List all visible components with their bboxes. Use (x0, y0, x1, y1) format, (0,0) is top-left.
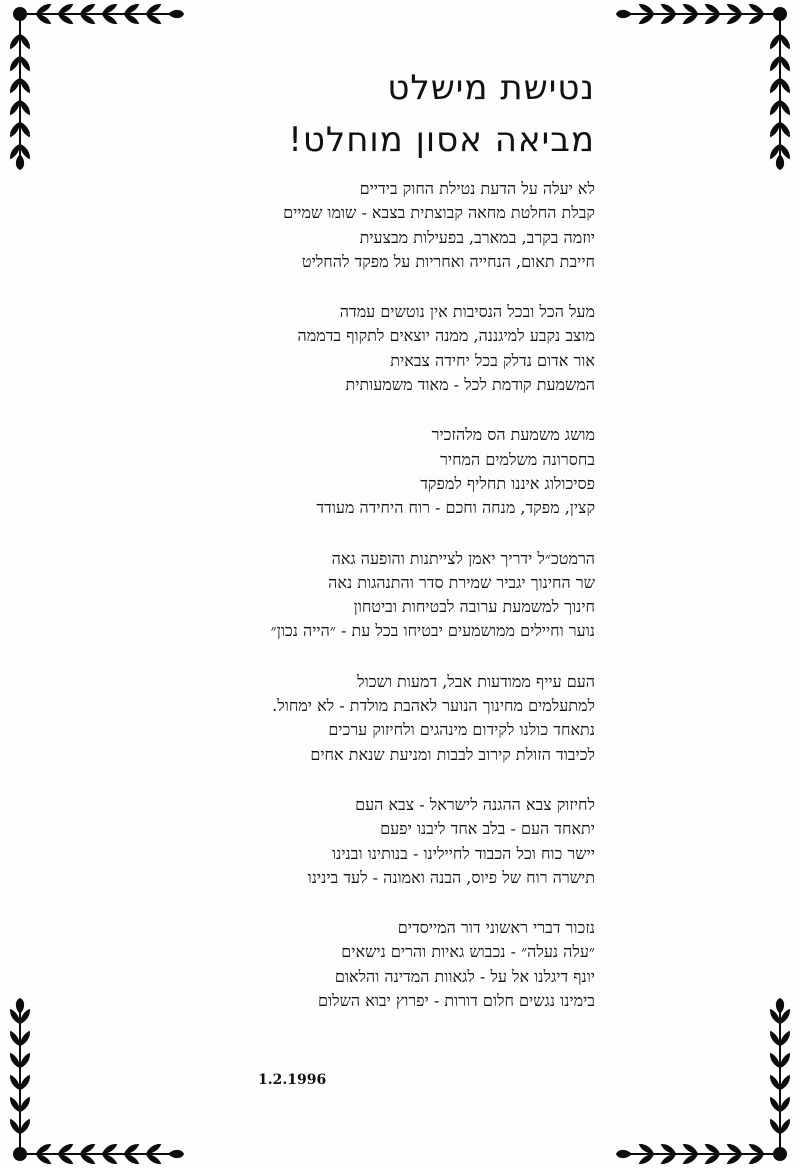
corner-ornament-top-left (0, 0, 190, 175)
stanza-3 (271, 423, 595, 520)
poem-line: חינוך למשמעת ערובה לבטיחות וביטחון (353, 597, 595, 617)
poem-line: למתעלמים מחינוך הנוער לאהבת מולדת - לא ימחול. (272, 696, 595, 716)
poem-line: יתאחד העם - בלב אחד ליבנו יפעם (380, 819, 595, 839)
poem-title (288, 62, 595, 166)
poem-body (271, 177, 595, 1039)
laurel-branch-icon (610, 0, 800, 175)
poem-line: העם עייף ממודעות אבל, דמעות ושכול (357, 671, 595, 691)
laurel-branch-icon (0, 993, 190, 1168)
poem-line: מושג משמעת הס מלהזכיר (431, 425, 595, 445)
poem-line: חייבת תאום, הנחייה ואחריות על מפקד להחליט (301, 251, 595, 271)
poem-line: יונף דיגלנו אל על - לגאוות המדינה והלאום (334, 966, 595, 986)
stanza-4 (271, 547, 595, 644)
poem-line: נוער וחיילים ממושמעים יבטיחו בכל עת - ״הייה נכון״ (270, 621, 595, 641)
stanza-7 (271, 916, 595, 1013)
poem-line: יוזמה בקרב, במארב, בפעילות מבצעית (359, 227, 595, 247)
stanza-1 (271, 177, 595, 274)
title-line-1: נטישת מישלט (387, 68, 595, 108)
laurel-branch-icon (0, 0, 190, 175)
poem-line: מוצב נקבע למיגננה, ממנה יוצאים לתקוף בדממה (297, 326, 595, 346)
stanza-2 (271, 300, 595, 397)
poem-line: אור אדום נדלק בכל יחידה צבאית (390, 350, 595, 370)
laurel-branch-icon (610, 993, 800, 1168)
poem-line: מעל הכל ובכל הנסיבות אין נוטשים עמדה (339, 302, 595, 322)
poem-date: 1.2.1996 (258, 1072, 327, 1088)
poem-line: ״עלה נעלה״ - נכבוש גאיות והרים נישאים (341, 942, 595, 962)
poem-line: נתאחד כולנו לקידום מינהגים ולחיזוק ערכים (328, 720, 595, 740)
poem-line: קצין, מפקד, מנחה וחכם - רוח היחידה מעודד (316, 498, 595, 518)
poem-line: לכיבוד הזולת קירוב לבבות ומניעת שנאת אחים (310, 744, 595, 764)
corner-ornament-bottom-left (0, 993, 190, 1168)
poem-line: בימינו נגשים חלום דורות - יפרוץ יבוא השלום (318, 991, 595, 1011)
stanza-6 (271, 793, 595, 890)
corner-ornament-bottom-right (610, 993, 800, 1168)
poem-line: לא יעלה על הדעת נטילת החוק בידיים (359, 179, 595, 198)
poem-line: תישרה רוח של פיוס, הבנה ואמונה - לעד בינינו (307, 867, 595, 887)
poem-line: נזכור דברי ראשוני דור המייסדים (397, 918, 595, 938)
poem-line: בחסרונה משלמים המחיר (440, 449, 595, 469)
poem-line: לחיזוק צבא ההגנה לישראל - צבא העם (355, 794, 595, 814)
title-line-2: מביאה אסון מוחלט! (288, 120, 595, 160)
stanza-5 (271, 670, 595, 767)
poem-line: הרמטכ״ל ידריך יאמן לצייתנות והופעה גאה (331, 548, 595, 568)
poem-line: קבלת החלטת מחאה קבוצתית בצבא - שומו שמיים (283, 203, 595, 223)
corner-ornament-top-right (610, 0, 800, 175)
poem-line: יישר כוח וכל הכבוד לחיילינו - בנותינו ובנינו (332, 843, 595, 863)
poem-line: המשמעת קודמת לכל - מאוד משמעותית (345, 375, 595, 395)
poem-line: פסיכולוג איננו תחליף למפקד (420, 473, 595, 493)
poem-line: שר החינוך יגביר שמירת סדר והתנהגות נאה (328, 572, 595, 592)
